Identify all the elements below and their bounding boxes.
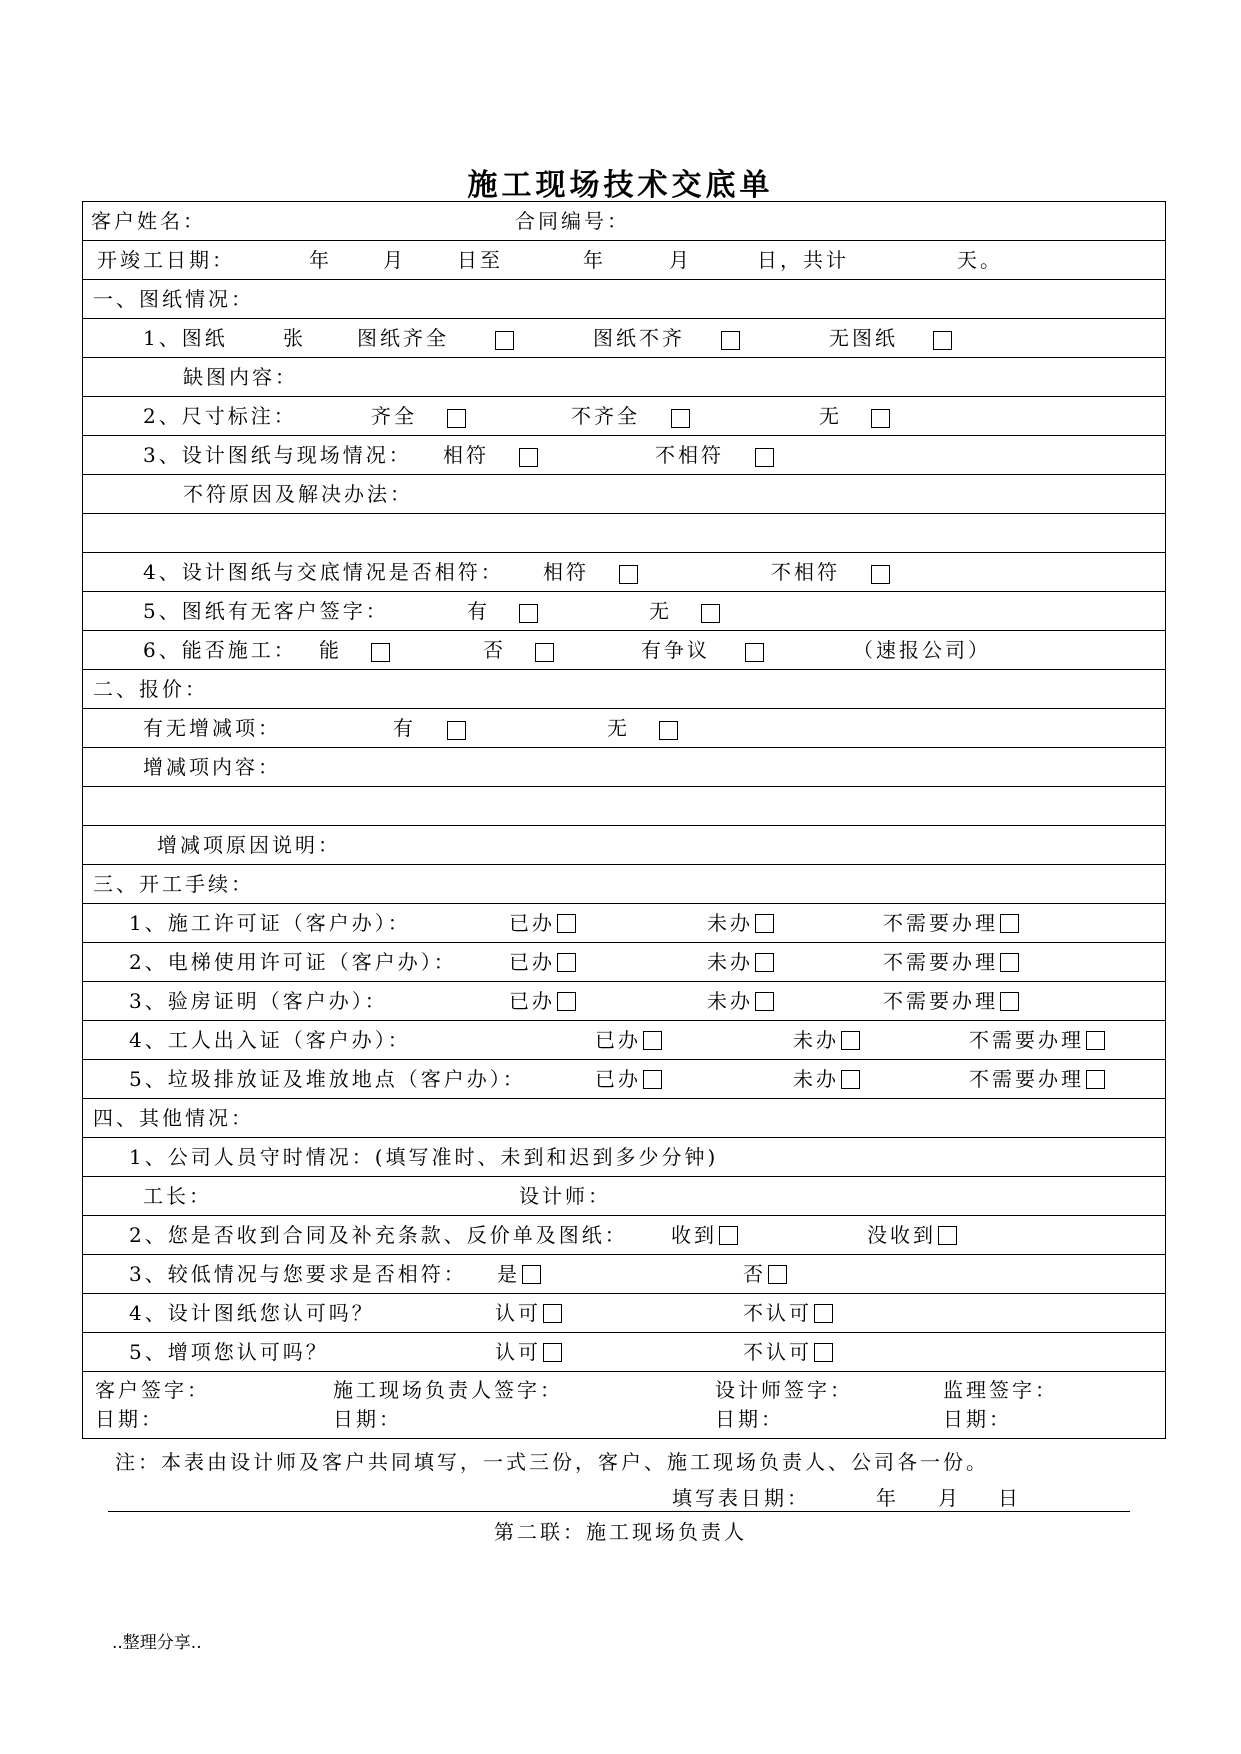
- end-month: 月: [669, 248, 692, 272]
- copy-label: 第二联：施工现场负责人: [494, 1520, 747, 1544]
- section4-heading: 四、其他情况：: [93, 1106, 254, 1130]
- checkbox-dim-incomplete[interactable]: [671, 409, 690, 428]
- checkbox-permit-done[interactable]: [643, 1031, 662, 1050]
- row-staff: [83, 1177, 1165, 1216]
- permit-notneeded-label: 不需要办理: [883, 989, 998, 1013]
- customer-date-label: 日期：: [95, 1407, 164, 1431]
- checkbox-permit-notdone[interactable]: [755, 953, 774, 972]
- row-dimensions: [83, 397, 1165, 436]
- permit-notneeded-label: 不需要办理: [883, 911, 998, 935]
- permit-done-label: 已办: [509, 911, 555, 935]
- handover-opt2: 不相符: [771, 560, 840, 584]
- row-permit-3: [83, 982, 1165, 1021]
- site-match-opt2: 不相符: [655, 443, 724, 467]
- row-approve-drawings: [83, 1294, 1165, 1333]
- supervisor-signature-label: 监理签字：: [943, 1378, 1058, 1402]
- checkbox-permit-notdone[interactable]: [841, 1031, 860, 1050]
- row-requirements-match: [83, 1255, 1165, 1294]
- start-month: 月: [383, 248, 406, 272]
- handover-match-label: 4、设计图纸与交底情况是否相符：: [143, 560, 504, 584]
- checkbox-permit-notneeded[interactable]: [1086, 1070, 1105, 1089]
- permit-done-label: 已办: [595, 1067, 641, 1091]
- checkbox-permit-notdone[interactable]: [755, 992, 774, 1011]
- row-customer: [83, 202, 1165, 241]
- changes-reason-label: 增减项原因说明：: [157, 833, 341, 857]
- row-permit-2: [83, 943, 1165, 982]
- checkbox-can-build[interactable]: [371, 643, 390, 662]
- row-changes-reason: [83, 826, 1165, 865]
- checkbox-approve-additions[interactable]: [543, 1343, 562, 1362]
- row-permit-1: [83, 904, 1165, 943]
- row-blank-1: [83, 514, 1165, 553]
- end-year: 年: [583, 248, 606, 272]
- dim-opt3: 无: [819, 404, 842, 428]
- fill-date-label: 填写表日期：: [672, 1486, 810, 1510]
- designer-label: 设计师：: [519, 1184, 611, 1208]
- section3-heading-row: [83, 865, 1165, 904]
- row-dates: [83, 241, 1165, 280]
- customer-name-label: 客户姓名：: [91, 209, 206, 233]
- permit-notdone-label: 未办: [707, 989, 753, 1013]
- mismatch-reason-label: 不符原因及解决办法：: [183, 482, 413, 506]
- checkbox-reject-additions[interactable]: [814, 1343, 833, 1362]
- site-manager-signature-label: 施工现场负责人签字：: [333, 1378, 563, 1402]
- drawings-unit: 张: [283, 326, 306, 350]
- dim-opt1: 齐全: [371, 404, 417, 428]
- received-label: 2、您是否收到合同及补充条款、反价单及图纸：: [129, 1223, 628, 1247]
- dates-label: 开竣工日期：: [97, 248, 235, 272]
- section3-heading: 三、开工手续：: [93, 872, 254, 896]
- checkbox-dim-complete[interactable]: [447, 409, 466, 428]
- row-can-build: [83, 631, 1165, 670]
- form-title: 施工现场技术交底单: [467, 168, 774, 203]
- permit-notdone-label: 未办: [793, 1067, 839, 1091]
- checkbox-requirements-no[interactable]: [768, 1265, 787, 1284]
- end-day: 日，共计: [757, 248, 849, 272]
- checkbox-site-match[interactable]: [519, 448, 538, 467]
- section4-heading-row: [83, 1099, 1165, 1138]
- row-approve-additions: [83, 1333, 1165, 1372]
- site-match-opt1: 相符: [443, 443, 489, 467]
- checkbox-received[interactable]: [719, 1226, 738, 1245]
- checkbox-permit-done[interactable]: [557, 953, 576, 972]
- checkbox-permit-notneeded[interactable]: [1086, 1031, 1105, 1050]
- requirements-opt2: 否: [743, 1262, 766, 1286]
- designer-signature-label: 设计师签字：: [715, 1378, 853, 1402]
- permit-notneeded-label: 不需要办理: [969, 1067, 1084, 1091]
- checkbox-dim-none[interactable]: [871, 409, 890, 428]
- start-day: 日至: [457, 248, 503, 272]
- row-permit-5: [83, 1060, 1165, 1099]
- permit-notneeded-label: 不需要办理: [969, 1028, 1084, 1052]
- dim-opt2: 不齐全: [571, 404, 640, 428]
- can-build-opt3: 有争议: [641, 638, 710, 662]
- permit-done-label: 已办: [509, 989, 555, 1013]
- contract-no-label: 合同编号：: [515, 209, 630, 233]
- fill-date-year: 年: [876, 1486, 899, 1510]
- checkbox-handover-mismatch[interactable]: [871, 565, 890, 584]
- footer-text: ..整理分享..: [112, 1633, 202, 1653]
- permit-label: 2、电梯使用许可证（客户办）：: [129, 950, 457, 974]
- can-build-label: 6、能否施工：: [143, 638, 297, 662]
- checkbox-handover-match[interactable]: [619, 565, 638, 584]
- checkbox-drawings-complete[interactable]: [495, 331, 514, 350]
- checkbox-permit-notdone[interactable]: [755, 914, 774, 933]
- approve-additions-opt1: 认可: [495, 1340, 541, 1364]
- checkbox-cannot-build[interactable]: [535, 643, 554, 662]
- opt-incomplete-label: 图纸不齐: [593, 326, 685, 350]
- row-changes: [83, 709, 1165, 748]
- site-match-label: 3、设计图纸与现场情况：: [143, 443, 412, 467]
- row-permit-4: [83, 1021, 1165, 1060]
- checkbox-permit-done[interactable]: [643, 1070, 662, 1089]
- row-changes-content: [83, 748, 1165, 787]
- section1-heading-row: [83, 280, 1165, 319]
- handover-opt1: 相符: [543, 560, 589, 584]
- signature-label: 5、图纸有无客户签字：: [143, 599, 389, 623]
- approve-drawings-label: 4、设计图纸您认可吗？: [129, 1301, 375, 1325]
- checkbox-requirements-yes[interactable]: [522, 1265, 541, 1284]
- row-site-match: [83, 436, 1165, 475]
- changes-content-label: 增减项内容：: [143, 755, 281, 779]
- permit-label: 5、垃圾排放证及堆放地点（客户办）：: [129, 1067, 526, 1091]
- row-blank-2: [83, 787, 1165, 826]
- divider-line: [108, 1511, 1130, 1512]
- permit-done-label: 已办: [595, 1028, 641, 1052]
- missing-content-label: 缺图内容：: [183, 365, 298, 389]
- permit-label: 1、施工许可证（客户办）：: [129, 911, 411, 935]
- checkbox-drawings-incomplete[interactable]: [721, 331, 740, 350]
- checkbox-site-mismatch[interactable]: [755, 448, 774, 467]
- checkbox-permit-done[interactable]: [557, 914, 576, 933]
- permit-notdone-label: 未办: [793, 1028, 839, 1052]
- checkbox-no-drawings[interactable]: [933, 331, 952, 350]
- can-build-opt1: 能: [319, 638, 342, 662]
- row-drawings-count: [83, 319, 1165, 358]
- row-missing-content: [83, 358, 1165, 397]
- section2-heading: 二、报价：: [93, 677, 208, 701]
- total-days: 天。: [957, 248, 1003, 272]
- requirements-label: 3、较低情况与您要求是否相符：: [129, 1262, 467, 1286]
- checkbox-signature-no[interactable]: [701, 604, 720, 623]
- approve-drawings-opt2: 不认可: [743, 1301, 812, 1325]
- changes-label: 有无增减项：: [143, 716, 281, 740]
- permit-notneeded-label: 不需要办理: [883, 950, 998, 974]
- received-opt1: 收到: [671, 1223, 717, 1247]
- supervisor-date-label: 日期：: [943, 1407, 1012, 1431]
- checkbox-permit-done[interactable]: [557, 992, 576, 1011]
- row-received-contract: [83, 1216, 1165, 1255]
- checkbox-reject-drawings[interactable]: [814, 1304, 833, 1323]
- permit-done-label: 已办: [509, 950, 555, 974]
- row-signatures: [83, 1372, 1165, 1438]
- changes-opt1: 有: [393, 716, 416, 740]
- checkbox-disputed[interactable]: [745, 643, 764, 662]
- row-punctuality: [83, 1138, 1165, 1177]
- fill-date-day: 日: [998, 1486, 1021, 1510]
- checkbox-changes-no[interactable]: [659, 721, 678, 740]
- section1-heading: 一、图纸情况：: [93, 287, 254, 311]
- section2-heading-row: [83, 670, 1165, 709]
- signature-opt1: 有: [467, 599, 490, 623]
- checkbox-permit-notdone[interactable]: [841, 1070, 860, 1089]
- site-manager-date-label: 日期：: [333, 1407, 402, 1431]
- checkbox-permit-notneeded[interactable]: [1000, 953, 1019, 972]
- checkbox-permit-notneeded[interactable]: [1000, 992, 1019, 1011]
- opt-no-drawings-label: 无图纸: [829, 326, 898, 350]
- opt-complete-label: 图纸齐全: [357, 326, 449, 350]
- report-company-note: （速报公司）: [853, 638, 991, 662]
- permit-label: 4、工人出入证（客户办）：: [129, 1028, 411, 1052]
- row-signature: [83, 592, 1165, 631]
- foreman-label: 工长：: [143, 1184, 212, 1208]
- designer-date-label: 日期：: [715, 1407, 784, 1431]
- permit-notdone-label: 未办: [707, 950, 753, 974]
- checkbox-signature-yes[interactable]: [519, 604, 538, 623]
- row-handover-match: [83, 553, 1165, 592]
- changes-opt2: 无: [607, 716, 630, 740]
- checkbox-not-received[interactable]: [938, 1226, 957, 1245]
- signature-opt2: 无: [649, 599, 672, 623]
- handover-form: [82, 201, 1166, 1439]
- permit-label: 3、验房证明（客户办）：: [129, 989, 388, 1013]
- dimensions-label: 2、尺寸标注：: [143, 404, 297, 428]
- row-mismatch-reason: [83, 475, 1165, 514]
- checkbox-permit-notneeded[interactable]: [1000, 914, 1019, 933]
- form-note: 注：本表由设计师及客户共同填写，一式三份，客户、施工现场负责人、公司各一份。: [115, 1450, 989, 1474]
- requirements-opt1: 是: [497, 1262, 520, 1286]
- approve-additions-label: 5、增项您认可吗？: [129, 1340, 329, 1364]
- received-opt2: 没收到: [867, 1223, 936, 1247]
- fill-date-month: 月: [938, 1486, 961, 1510]
- checkbox-changes-yes[interactable]: [447, 721, 466, 740]
- approve-drawings-opt1: 认可: [495, 1301, 541, 1325]
- customer-signature-label: 客户签字：: [95, 1378, 210, 1402]
- checkbox-approve-drawings[interactable]: [543, 1304, 562, 1323]
- can-build-opt2: 否: [483, 638, 506, 662]
- approve-additions-opt2: 不认可: [743, 1340, 812, 1364]
- punctuality-label: 1、公司人员守时情况：(填写准时、未到和迟到多少分钟): [129, 1145, 719, 1169]
- drawings-label: 1、图纸: [143, 326, 228, 350]
- permit-notdone-label: 未办: [707, 911, 753, 935]
- start-year: 年: [309, 248, 332, 272]
